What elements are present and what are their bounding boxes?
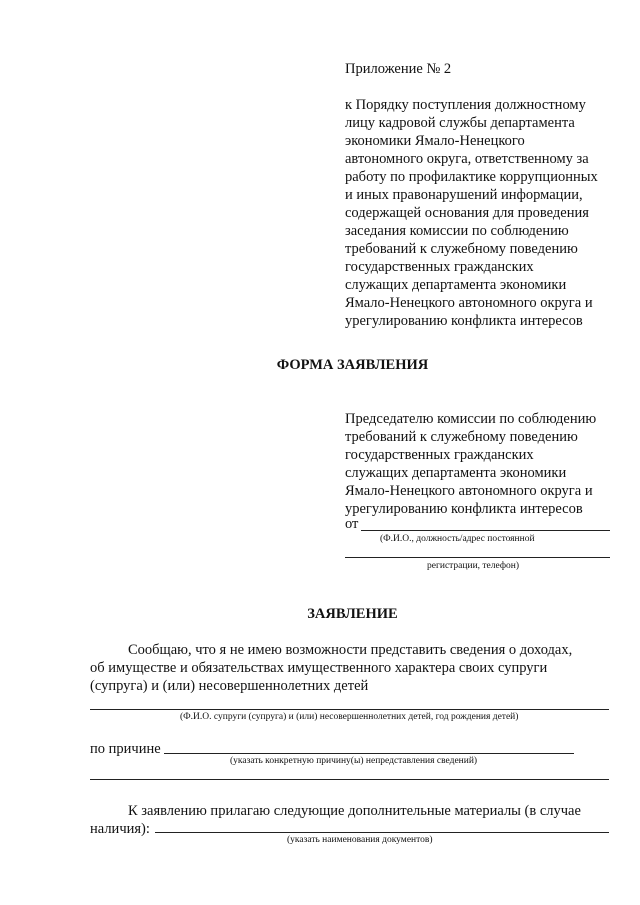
addressee-line: Председателю комиссии по соблюдению — [345, 411, 597, 427]
appendix-description — [345, 96, 598, 330]
sender-name-blank[interactable] — [361, 530, 610, 531]
appendix-line: государственных гражданских — [345, 259, 534, 275]
appendix-line: автономного округа, ответственному за — [345, 151, 589, 167]
paragraph-line-3: (супруга) и (или) несовершеннолетних детей — [90, 678, 369, 694]
addressee-line: служащих департамента экономики — [345, 465, 567, 481]
addressee-line: требований к служебному поведению — [345, 429, 578, 445]
appendix-title: Приложение № 2 — [345, 61, 452, 77]
appendix-line: заседания комиссии по соблюдению — [345, 223, 569, 239]
appendix-line: требований к служебному поведению — [345, 241, 578, 257]
paragraph-line-1: Сообщаю, что я не имею возможности представить сведения о доходах, — [128, 642, 573, 658]
reason-label: по причине — [90, 741, 161, 757]
addressee-line: Ямало-Ненецкого автономного округа и — [345, 483, 593, 499]
appendix-line: служащих департамента экономики — [345, 277, 567, 293]
attach-caption: (указать наименования документов) — [287, 835, 433, 845]
appendix-line: лицу кадровой службы департамента — [345, 115, 575, 131]
statement-title: ЗАЯВЛЕНИЕ — [307, 606, 398, 622]
addressee-block — [345, 410, 596, 518]
appendix-line: Ямало-Ненецкого автономного округа и — [345, 295, 593, 311]
reason-blank[interactable] — [164, 753, 574, 754]
from-label: от — [345, 516, 359, 532]
appendix-line: к Порядку поступления должностному — [345, 97, 586, 113]
appendix-line: урегулированию конфликта интересов — [345, 313, 583, 329]
addressee-line: государственных гражданских — [345, 447, 534, 463]
appendix-line: работу по профилактике коррупционных — [345, 169, 598, 185]
reason-blank-2[interactable] — [90, 779, 609, 780]
sender-address-blank[interactable] — [345, 557, 610, 558]
attach-blank[interactable] — [155, 832, 609, 833]
appendix-line: экономики Ямало-Ненецкого — [345, 133, 525, 149]
attach-line-1: К заявлению прилагаю следующие дополнительные материалы (в случае — [128, 803, 581, 819]
spouse-caption: (Ф.И.О. супруги (супруга) и (или) несовершеннолетних детей, год рождения детей) — [180, 712, 519, 722]
appendix-line: и иных правонарушений информации, — [345, 187, 583, 203]
sender-caption-2: регистрации, телефон) — [427, 561, 519, 571]
spouse-name-blank[interactable] — [90, 709, 609, 710]
appendix-line: содержащей основания для проведения — [345, 205, 589, 221]
reason-caption: (указать конкретную причину(ы) непредставления сведений) — [230, 756, 478, 766]
attach-line-2: наличия): — [90, 821, 150, 837]
form-title: ФОРМА ЗАЯВЛЕНИЯ — [276, 357, 429, 373]
sender-caption-1: (Ф.И.О., должность/адрес постоянной — [380, 534, 535, 544]
addressee-line: урегулированию конфликта интересов — [345, 501, 583, 517]
paragraph-line-2: об имуществе и обязательствах имущественного характера своих супруги — [90, 660, 548, 676]
